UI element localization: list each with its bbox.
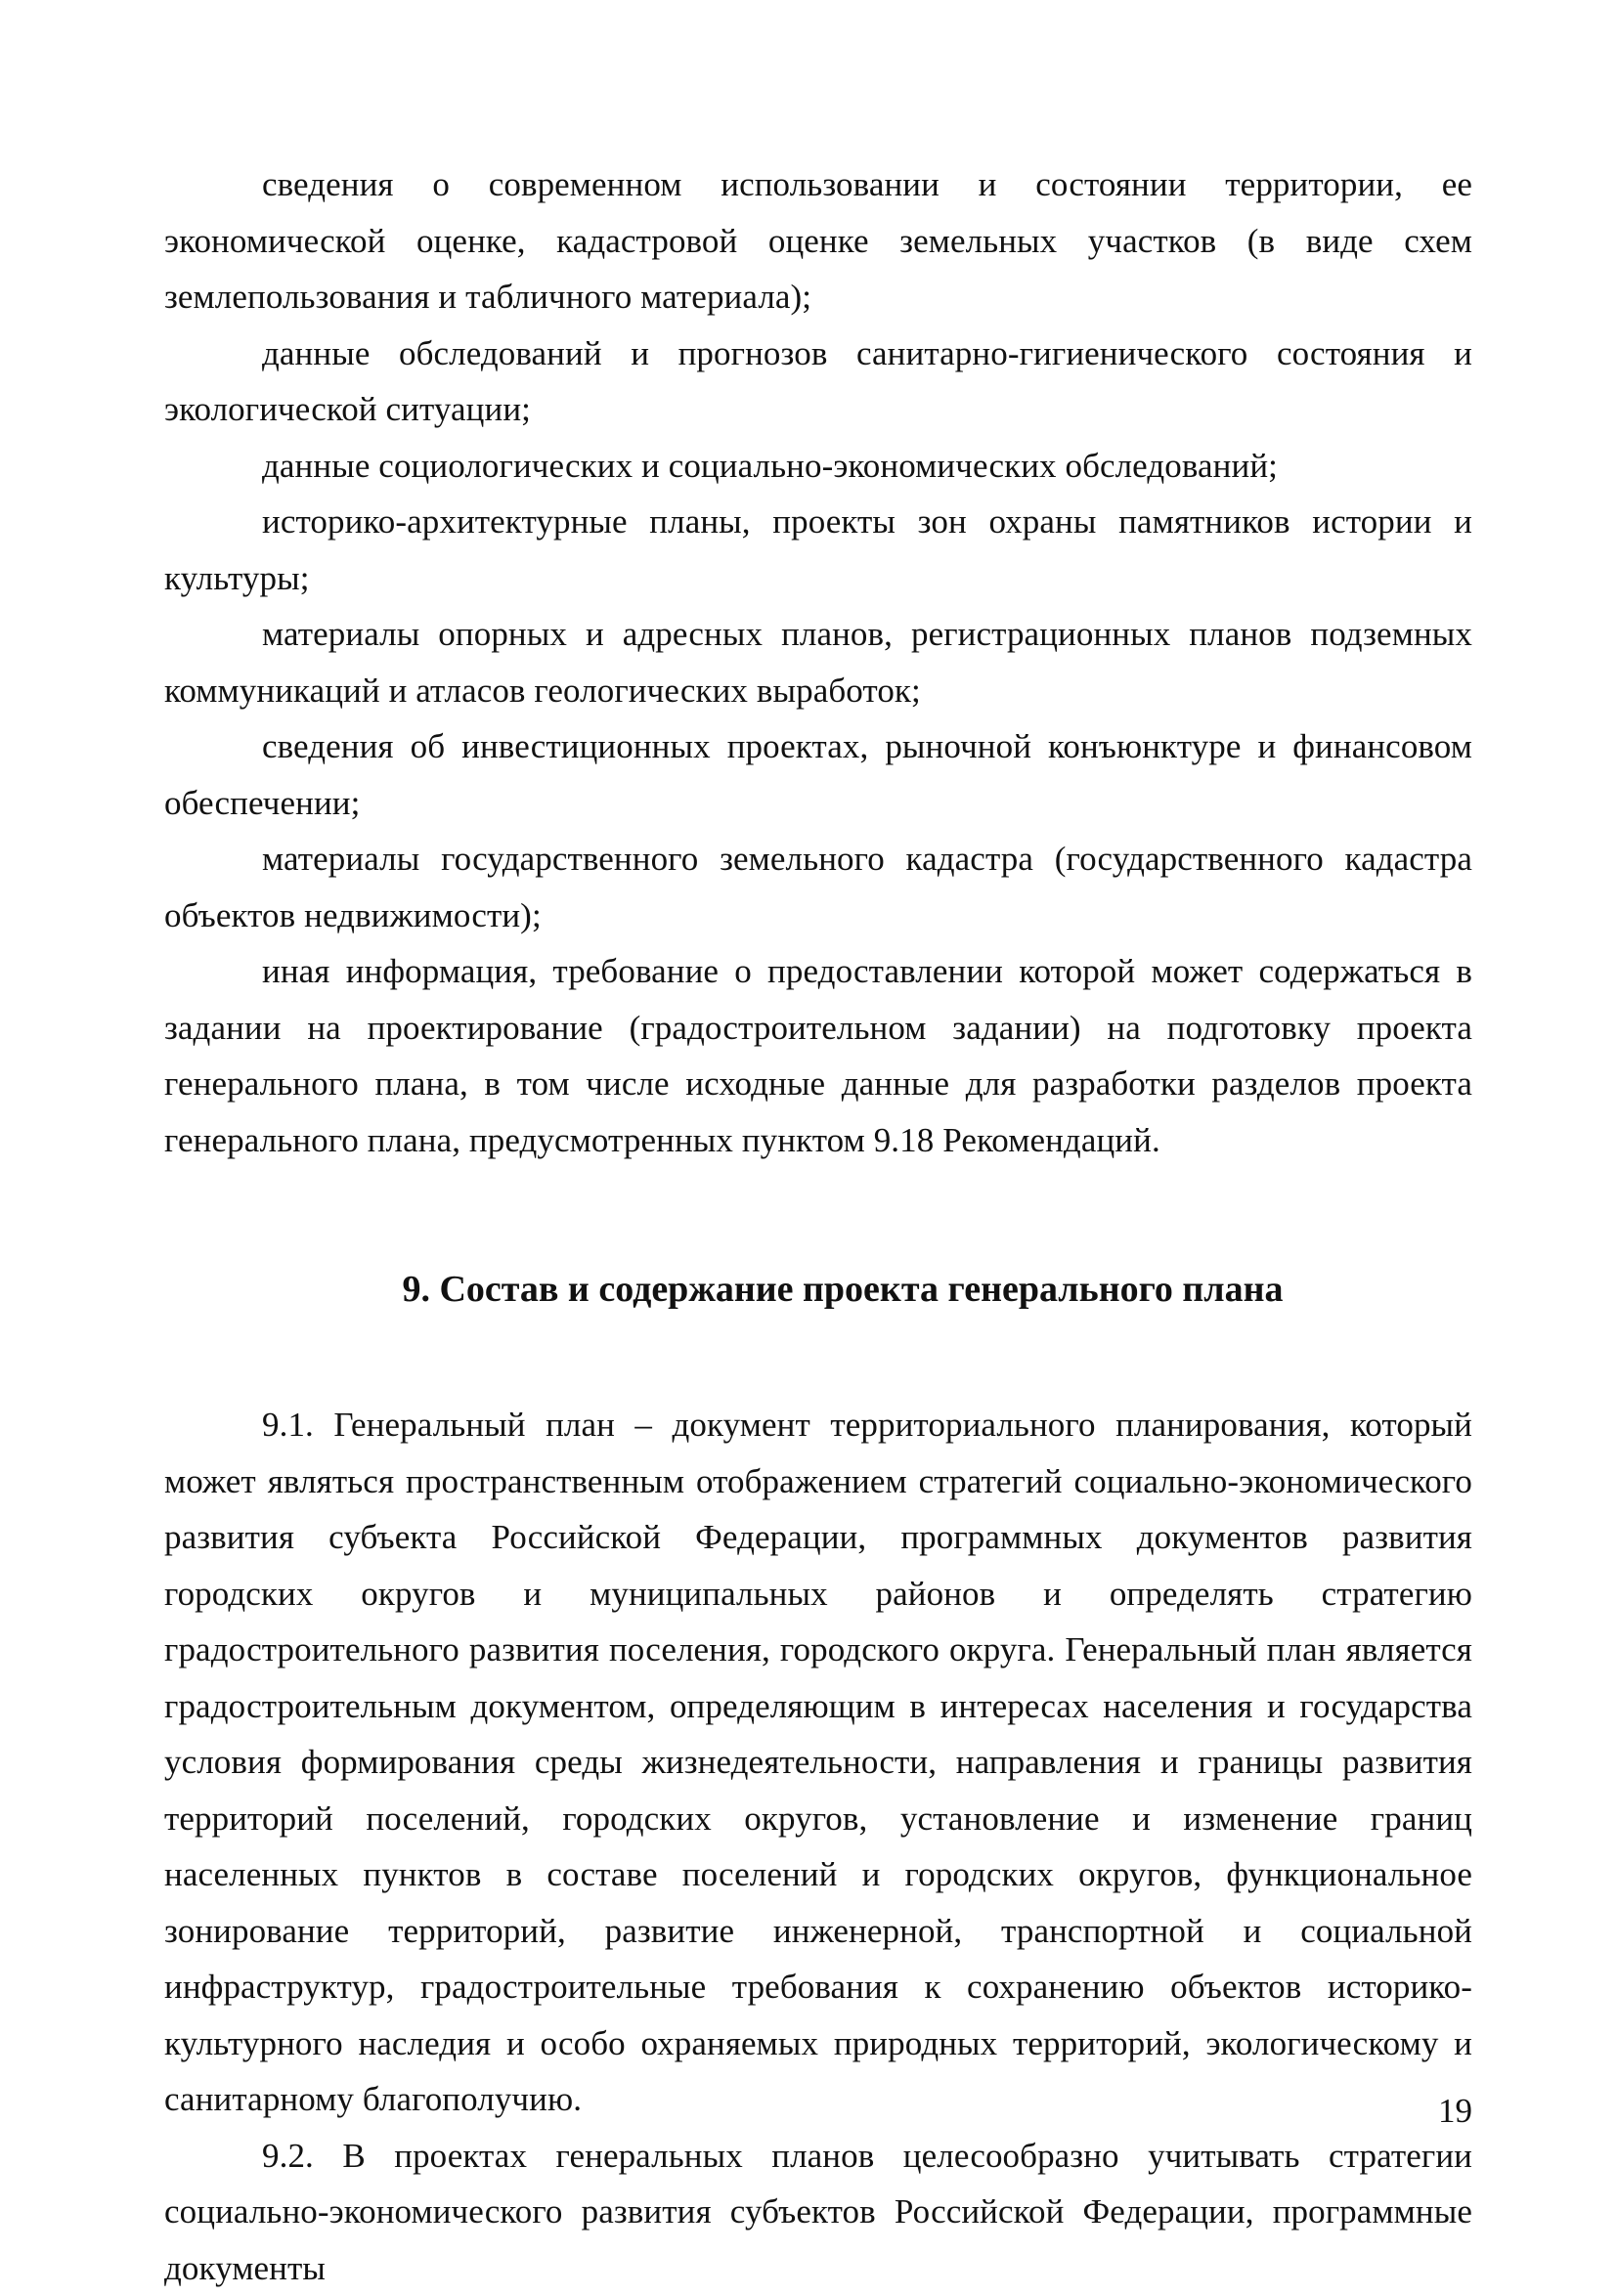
document-body — [164, 156, 1472, 2296]
paragraph-sociological-data: данные социологических и социально-экономических обследований; — [164, 438, 1472, 495]
paragraph-historical-plans: историко-архитектурные планы, проекты зон охраны памятников истории и культуры; — [164, 494, 1472, 606]
paragraph-cadastre-materials: материалы государственного земельного кадастра (государственного кадастра объектов недвижимости); — [164, 831, 1472, 943]
paragraph-9-1: 9.1. Генеральный план – документ территориального планирования, который может являться пространственным отображением стратегий социально-экономического развития субъекта Российской Федерации, программных документов развития городских округов и муниципальных районов и определять стратегию градостроительного развития поселения, городского округа. Генеральный план является градостроительным документом, определяющим в интересах населения и государства условия формирования среды жизнедеятельности, направления и границы развития территорий поселений, городских округов, установление и изменение границ населенных пунктов в составе поселений и городских округов, функциональное зонирование территорий, развитие инженерной, транспортной и социальной инфраструктур, градостроительные требования к сохранению объектов историко-культурного наследия и особо охраняемых природных территорий, экологическому и санитарному благополучию. — [164, 1397, 1472, 2128]
paragraph-9-2: 9.2. В проектах генеральных планов целесообразно учитывать стратегии социально-экономического развития субъектов Российской Федерации, программные документы — [164, 2128, 1472, 2296]
paragraph-investment-info: сведения об инвестиционных проектах, рыночной конъюнктуре и финансовом обеспечении; — [164, 718, 1472, 831]
paragraph-land-use-info: сведения о современном использовании и состоянии территории, ее экономической оценке, кадастровой оценке земельных участков (в виде схем землепользования и табличного материала); — [164, 156, 1472, 325]
paragraph-sanitary-data: данные обследований и прогнозов санитарно-гигиенического состояния и экологической ситуации; — [164, 325, 1472, 438]
paragraph-other-info: иная информация, требование о предоставлении которой может содержаться в задании на проектирование (градостроительном задании) на подготовку проекта генерального плана, в том числе исходные данные для разработки разделов проекта генерального плана, предусмотренных пунктом 9.18 Рекомендаций. — [164, 943, 1472, 1168]
paragraph-reference-plans: материалы опорных и адресных планов, регистрационных планов подземных коммуникаций и атласов геологических выработок; — [164, 606, 1472, 718]
section-heading: 9. Состав и содержание проекта генерального плана — [164, 1266, 1472, 1313]
page-number: 19 — [1438, 2092, 1472, 2131]
